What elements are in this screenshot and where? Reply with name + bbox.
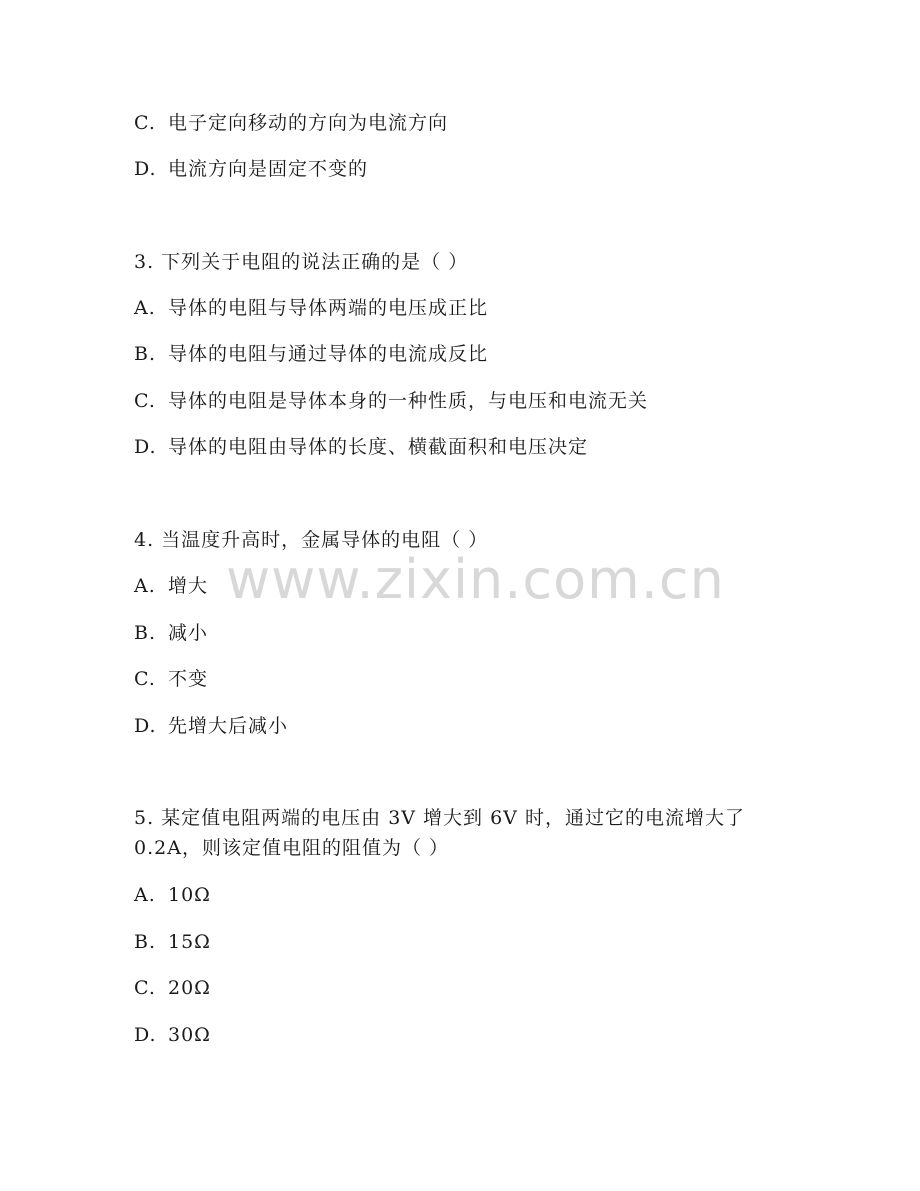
q4-option-d (134, 714, 288, 738)
option-text: 30Ω (168, 1024, 211, 1046)
option-label: B. (134, 931, 157, 953)
option-text: 先增大后减小 (168, 715, 289, 737)
option-label: D. (134, 436, 157, 458)
option-text: 导体的电阻与通过导体的电流成反比 (168, 343, 489, 365)
q5-stem-line1: 5. 某定值电阻两端的电压由 3V 增大到 6V 时，通过它的电流增大了 (134, 807, 745, 829)
option-text: 电流方向是固定不变的 (168, 158, 369, 180)
option-text: 导体的电阻是导体本身的一种性质，与电压和电流无关 (168, 390, 649, 412)
option-label: C. (134, 390, 156, 412)
q3-option-c (134, 389, 648, 413)
q4-option-a (134, 574, 208, 598)
option-label: B. (134, 343, 157, 365)
option-text: 10Ω (168, 884, 211, 906)
option-label: C. (134, 977, 156, 999)
option-text: 电子定向移动的方向为电流方向 (168, 112, 449, 134)
watermark: www.zixin.com.cn (226, 548, 725, 611)
option-text: 导体的电阻与导体两端的电压成正比 (168, 297, 489, 319)
option-text: 不变 (168, 668, 209, 690)
q5-option-b (134, 930, 211, 954)
q4-option-c (134, 667, 208, 691)
option-text: 增大 (168, 575, 209, 597)
q4-option-b (134, 621, 208, 645)
q2-option-c (134, 111, 448, 135)
option-label: D. (134, 1024, 157, 1046)
option-text: 20Ω (168, 977, 211, 999)
q5-option-d (134, 1023, 211, 1047)
q5-option-a (134, 883, 211, 907)
q3-option-a (134, 296, 488, 320)
option-text: 15Ω (168, 931, 211, 953)
q5-stem-line2: 0.2A，则该定值电阻的阻值为（ ） (134, 837, 449, 859)
option-label: A. (134, 884, 156, 906)
option-label: C. (134, 112, 156, 134)
option-label: A. (134, 297, 156, 319)
q4-stem: 4. 当温度升高时，金属导体的电阻（ ） (134, 529, 489, 551)
option-label: C. (134, 668, 156, 690)
q2-option-d (134, 157, 368, 181)
option-label: D. (134, 715, 157, 737)
option-text: 减小 (168, 622, 209, 644)
q3-option-b (134, 342, 488, 366)
option-text: 导体的电阻由导体的长度、横截面积和电压决定 (168, 436, 589, 458)
q3-option-d (134, 435, 588, 459)
option-label: A. (134, 575, 156, 597)
q5-option-c (134, 976, 211, 1000)
q3-stem: 3. 下列关于电阻的说法正确的是（ ） (134, 251, 469, 273)
option-label: D. (134, 158, 157, 180)
option-label: B. (134, 622, 157, 644)
